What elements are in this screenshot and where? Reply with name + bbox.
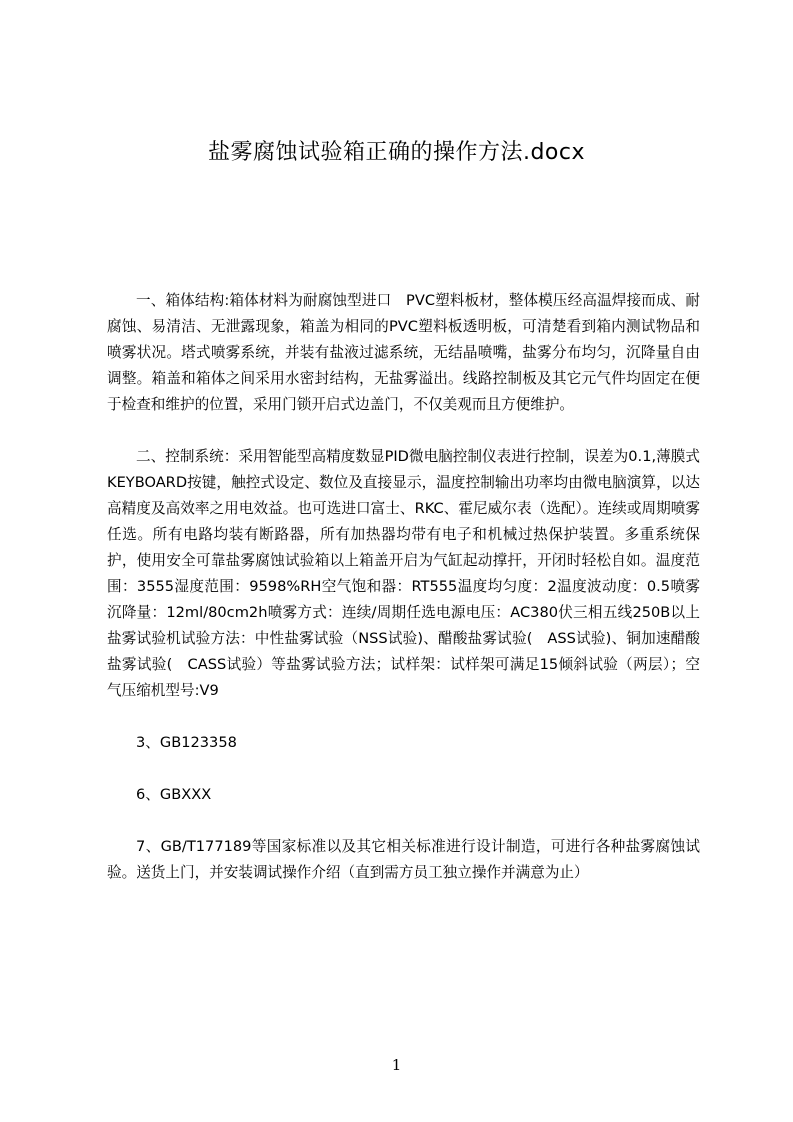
paragraph-gap bbox=[107, 808, 700, 834]
paragraph-control-system: 二、控制系统：采用智能型高精度数显PID微电脑控制仪表进行控制，误差为0.1,薄膜式 KEYBOARD按键，触控式设定、数位及直接显示，温度控制输出功率均由微电脑演算，以达高精度及高效率之用电效益。也可选进口富士、RKC、霍尼威尔表（选配）。连续或周期喷雾任选。所有电路均装有断路器，所有加热器均带有电子和机械过热保护装置。多重系统保护，使用安全可靠盐雾腐蚀试验箱以上箱盖开启为气缸起动撑扞，开闭时轻松自如。温度范围：3555湿度范围：9598%RH空气饱和器：RT555温度均匀度：2温度波动度：0.5喷雾沉降量：12ml/80cm2h喷雾方式：连续/周期任选电源电压：AC380伏三相五线250B以上盐雾试验机试验方法：中性盐雾试验（NSS试验)、醋酸盐雾试验( ASS试验)、铜加速醋酸盐雾试验( CASS试验）等盐雾试验方法；试样架：试样架可满足15倾斜试验（两层）；空气压缩机型号:V9 bbox=[107, 448, 700, 699]
document-body bbox=[107, 288, 700, 886]
paragraph-standards-service: 7、GB/T177189等国家标准以及其它相关标准进行设计制造，可进行各种盐雾腐蚀试验。送货上门，并安装调试操作介绍（直到需方员工独立操作并满意为止） bbox=[107, 838, 700, 881]
standard-item-gb123358: 3、GB123358 bbox=[136, 734, 237, 751]
document-title: 盐雾腐蚀试验箱正确的操作方法.docx bbox=[207, 140, 586, 165]
page-number: 1 bbox=[391, 1056, 402, 1074]
paragraph-gap bbox=[107, 756, 700, 782]
paragraph-gap bbox=[107, 704, 700, 730]
paragraph-box-structure: 一、箱体结构:箱体材料为耐腐蚀型进口 PVC塑料板材，整体模压经高温焊接而成、耐腐蚀、易清洁、无泄露现象，箱盖为相同的PVC塑料板透明板，可清楚看到箱内测试物品和喷雾状况。塔式喷雾系统，并装有盐液过滤系统，无结晶喷嘴，盐雾分布均匀，沉降量自由调整。箱盖和箱体之间采用水密封结构，无盐雾溢出。线路控制板及其它元气件均固定在便于检查和维护的位置，采用门锁开启式边盖门，不仅美观而且方便维护。 bbox=[107, 292, 700, 413]
paragraph-gap bbox=[107, 418, 700, 444]
standard-item-gbxxx: 6、GBXXX bbox=[136, 786, 212, 803]
